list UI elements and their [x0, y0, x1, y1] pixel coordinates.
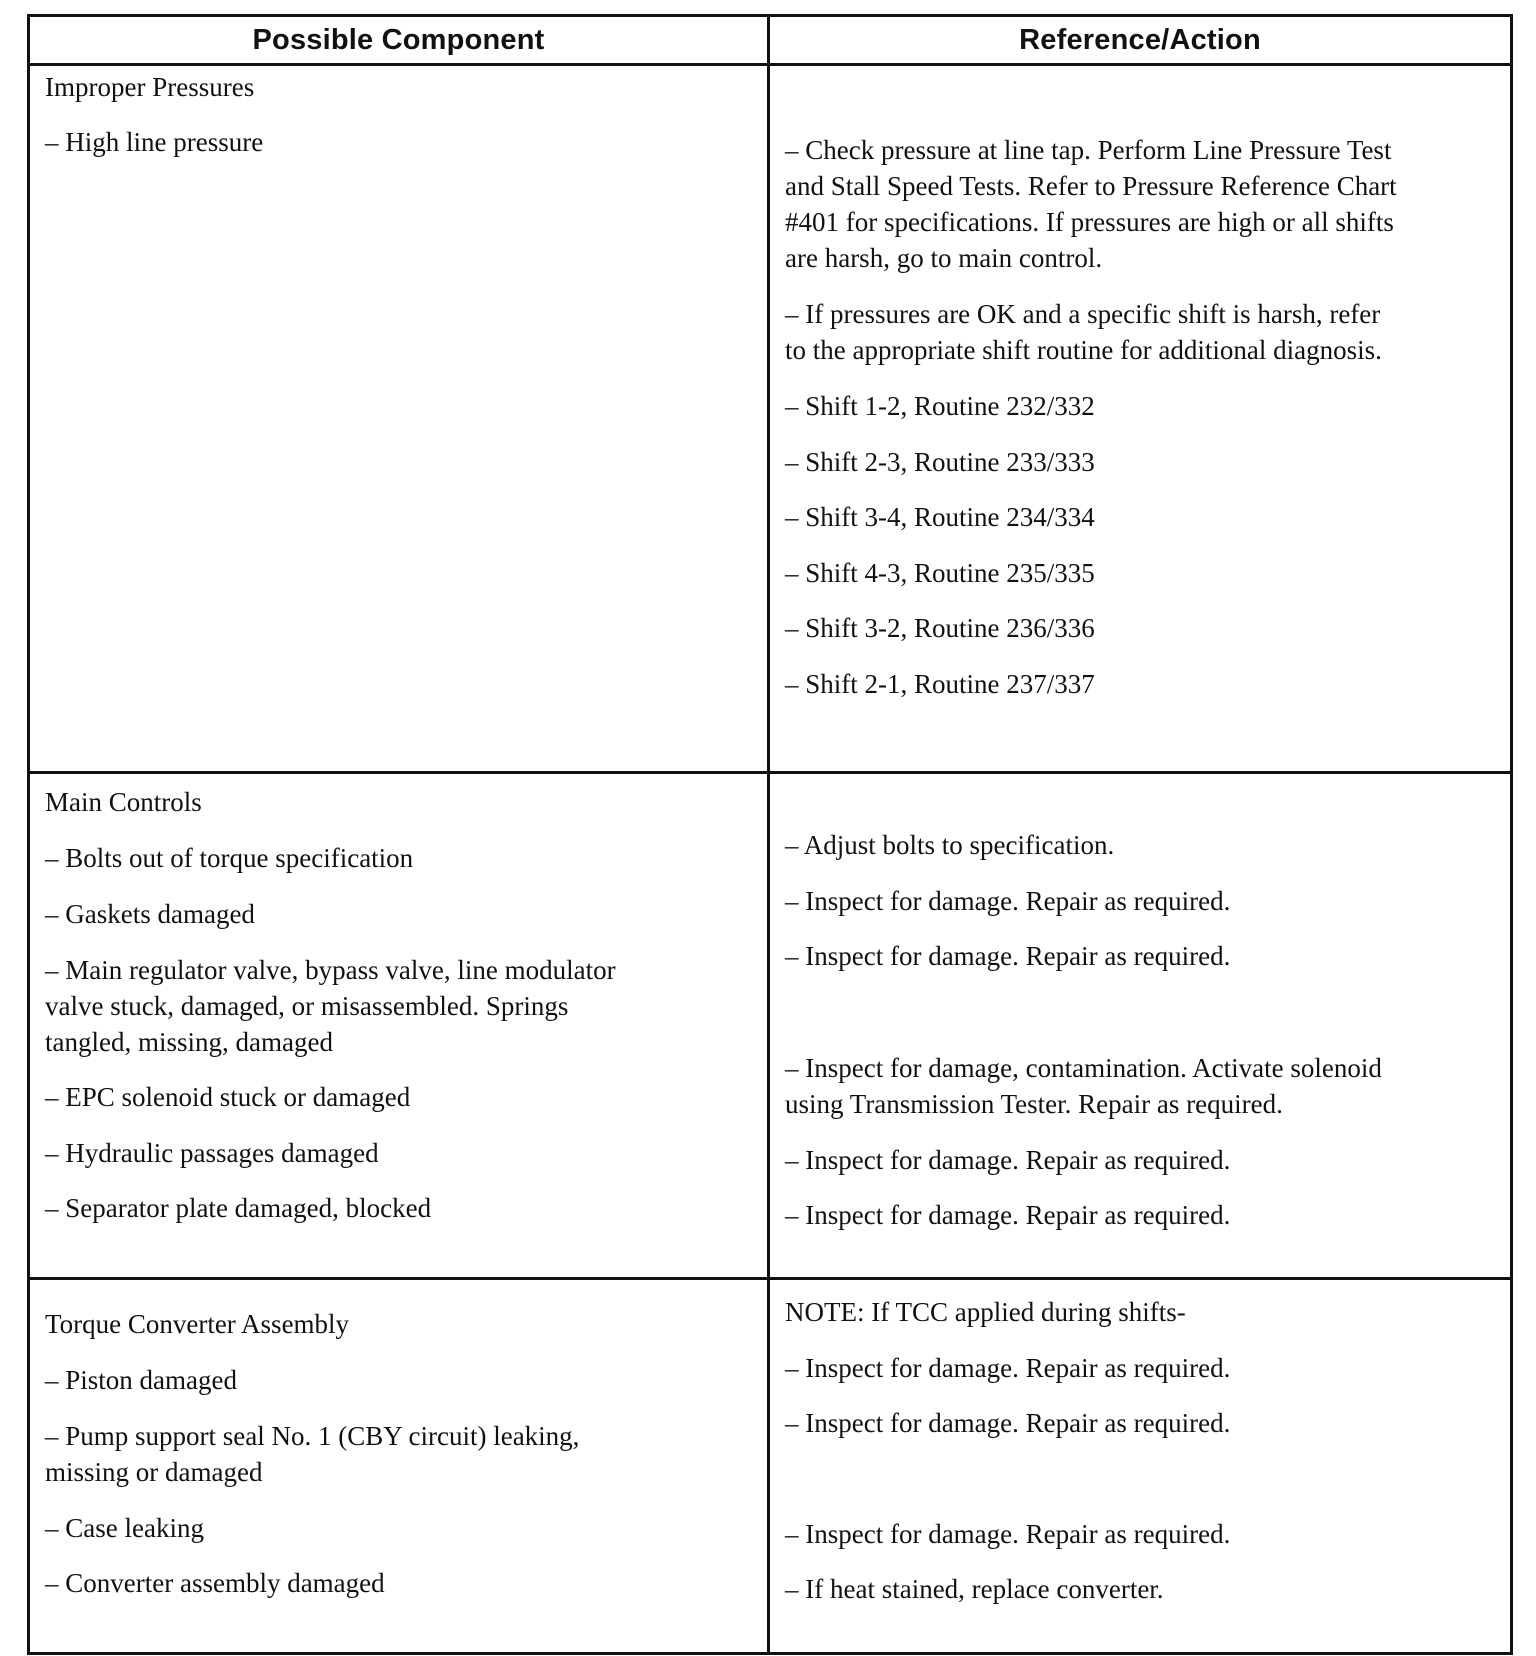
component-cell — [29, 773, 769, 1279]
action-line: – Check pressure at line tap. Perform Line Pressure Test — [785, 135, 1392, 165]
component-item: – Gaskets damaged — [45, 899, 255, 929]
component-item: – Separator plate damaged, blocked — [45, 1193, 432, 1223]
shift-routine: – Shift 3-2, Routine 236/336 — [785, 613, 1095, 643]
action-line: – Adjust bolts to specification. — [785, 830, 1115, 860]
action-line: – Inspect for damage. Repair as required. — [785, 1519, 1231, 1549]
action-line: – Inspect for damage. Repair as required. — [785, 1200, 1231, 1230]
action-cell — [769, 65, 1512, 773]
action-line: are harsh, go to main control. — [785, 243, 1103, 273]
component-item: – Case leaking — [45, 1513, 204, 1543]
action-line: – Inspect for damage, contamination. Activate solenoid — [785, 1053, 1382, 1083]
action-line: – If heat stained, replace converter. — [785, 1574, 1164, 1604]
diagnosis-table — [27, 14, 1513, 1655]
shift-routine: – Shift 1-2, Routine 232/332 — [785, 391, 1095, 421]
action-line: – Inspect for damage. Repair as required. — [785, 1353, 1231, 1383]
action-line: – Inspect for damage. Repair as required. — [785, 941, 1231, 971]
table-row — [29, 65, 1512, 773]
component-item: – Hydraulic passages damaged — [45, 1138, 379, 1168]
header-row — [29, 16, 1512, 65]
action-line: – Inspect for damage. Repair as required. — [785, 886, 1231, 916]
action-line: using Transmission Tester. Repair as required. — [785, 1089, 1283, 1119]
action-line: to the appropriate shift routine for additional diagnosis. — [785, 335, 1382, 365]
header-reference-action: Reference/Action — [769, 16, 1512, 65]
component-cell — [29, 1279, 769, 1654]
component-item: tangled, missing, damaged — [45, 1027, 333, 1057]
shift-routine: – Shift 4-3, Routine 235/335 — [785, 558, 1095, 588]
shift-routine: – Shift 2-3, Routine 233/333 — [785, 447, 1095, 477]
action-line: and Stall Speed Tests. Refer to Pressure Reference Chart — [785, 171, 1397, 201]
component-item: – Converter assembly damaged — [45, 1568, 385, 1598]
table-row — [29, 1279, 1512, 1654]
component-item: – EPC solenoid stuck or damaged — [45, 1082, 411, 1112]
component-item: – Piston damaged — [45, 1365, 237, 1395]
section-title: Main Controls — [45, 787, 202, 817]
table-row — [29, 773, 1512, 1279]
action-cell — [769, 773, 1512, 1279]
header-possible-component: Possible Component — [29, 16, 769, 65]
action-line: #401 for specifications. If pressures are high or all shifts — [785, 207, 1394, 237]
shift-routine: – Shift 3-4, Routine 234/334 — [785, 502, 1095, 532]
component-item: – High line pressure — [45, 127, 264, 157]
component-item: missing or damaged — [45, 1457, 263, 1487]
component-item: – Pump support seal No. 1 (CBY circuit) leaking, — [45, 1421, 580, 1451]
section-title: Improper Pressures — [45, 72, 255, 102]
action-line: – Inspect for damage. Repair as required. — [785, 1408, 1231, 1438]
component-item: valve stuck, damaged, or misassembled. Springs — [45, 991, 569, 1021]
note-line: NOTE: If TCC applied during shifts- — [785, 1297, 1186, 1327]
action-cell — [769, 1279, 1512, 1654]
action-line: – If pressures are OK and a specific shift is harsh, refer — [785, 299, 1381, 329]
component-item: – Main regulator valve, bypass valve, line modulator — [45, 955, 616, 985]
shift-routine: – Shift 2-1, Routine 237/337 — [785, 669, 1095, 699]
component-item: – Bolts out of torque specification — [45, 843, 414, 873]
section-title: Torque Converter Assembly — [45, 1309, 350, 1339]
action-line: – Inspect for damage. Repair as required. — [785, 1145, 1231, 1175]
component-cell — [29, 65, 769, 773]
